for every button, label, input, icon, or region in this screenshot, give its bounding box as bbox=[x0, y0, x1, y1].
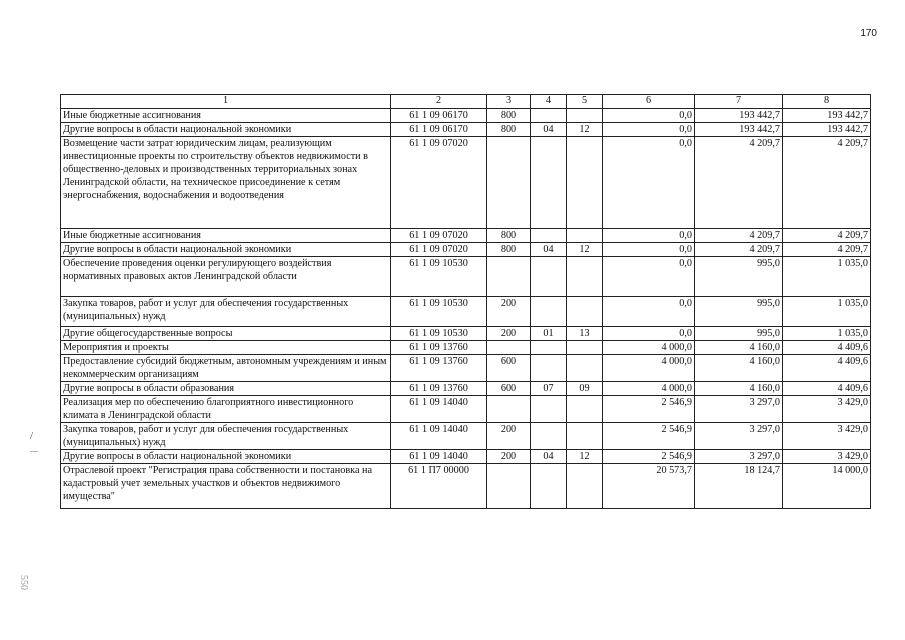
page-number: 170 bbox=[860, 28, 877, 39]
cell-subsection bbox=[567, 464, 603, 509]
cell-name: Закупка товаров, работ и услуг для обеспечения государственных (муниципальных) нужд bbox=[61, 297, 391, 327]
table-row bbox=[61, 464, 871, 509]
table-row bbox=[61, 450, 871, 464]
cell-code: 61 1 09 07020 bbox=[391, 137, 487, 229]
cell-code: 61 1 09 10530 bbox=[391, 257, 487, 297]
cell-expense-type: 600 bbox=[487, 355, 531, 382]
table-row bbox=[61, 109, 871, 123]
cell-amount-col6: 20 573,7 bbox=[603, 464, 695, 509]
cell-amount-col7: 3 297,0 bbox=[695, 450, 783, 464]
cell-expense-type: 800 bbox=[487, 123, 531, 137]
cell-section bbox=[531, 137, 567, 229]
cell-name: Другие вопросы в области национальной экономики bbox=[61, 450, 391, 464]
header-cell-4: 4 bbox=[531, 95, 567, 109]
cell-expense-type: 200 bbox=[487, 297, 531, 327]
cell-amount-col6: 0,0 bbox=[603, 257, 695, 297]
cell-amount-col6: 0,0 bbox=[603, 243, 695, 257]
cell-amount-col8: 3 429,0 bbox=[783, 423, 871, 450]
budget-table bbox=[60, 94, 871, 509]
cell-amount-col8: 4 209,7 bbox=[783, 243, 871, 257]
cell-expense-type: 800 bbox=[487, 243, 531, 257]
cell-subsection bbox=[567, 341, 603, 355]
cell-amount-col7: 995,0 bbox=[695, 257, 783, 297]
cell-amount-col6: 0,0 bbox=[603, 297, 695, 327]
table-row bbox=[61, 297, 871, 327]
cell-amount-col7: 193 442,7 bbox=[695, 123, 783, 137]
cell-amount-col7: 18 124,7 bbox=[695, 464, 783, 509]
cell-amount-col8: 4 409,6 bbox=[783, 382, 871, 396]
cell-amount-col7: 3 297,0 bbox=[695, 396, 783, 423]
cell-subsection bbox=[567, 229, 603, 243]
cell-code: 61 1 09 13760 bbox=[391, 382, 487, 396]
cell-amount-col8: 4 409,6 bbox=[783, 355, 871, 382]
cell-section bbox=[531, 464, 567, 509]
cell-name: Иные бюджетные ассигнования bbox=[61, 109, 391, 123]
cell-subsection: 12 bbox=[567, 450, 603, 464]
cell-amount-col7: 193 442,7 bbox=[695, 109, 783, 123]
cell-section: 01 bbox=[531, 327, 567, 341]
cell-section bbox=[531, 257, 567, 297]
cell-amount-col6: 0,0 bbox=[603, 229, 695, 243]
table-row bbox=[61, 243, 871, 257]
cell-amount-col7: 4 209,7 bbox=[695, 137, 783, 229]
cell-subsection bbox=[567, 257, 603, 297]
cell-code: 61 1 09 06170 bbox=[391, 123, 487, 137]
cell-name: Другие вопросы в области национальной экономики bbox=[61, 243, 391, 257]
cell-subsection bbox=[567, 137, 603, 229]
cell-amount-col6: 0,0 bbox=[603, 109, 695, 123]
cell-code: 61 1 09 13760 bbox=[391, 341, 487, 355]
cell-expense-type: 200 bbox=[487, 450, 531, 464]
cell-code: 61 1 09 14040 bbox=[391, 423, 487, 450]
cell-code: 61 1 09 14040 bbox=[391, 450, 487, 464]
cell-expense-type: 800 bbox=[487, 109, 531, 123]
cell-code: 61 1 09 14040 bbox=[391, 396, 487, 423]
cell-amount-col7: 3 297,0 bbox=[695, 423, 783, 450]
cell-code: 61 1 П7 00000 bbox=[391, 464, 487, 509]
table-row bbox=[61, 341, 871, 355]
cell-name: Другие общегосударственные вопросы bbox=[61, 327, 391, 341]
cell-section bbox=[531, 423, 567, 450]
cell-name: Предоставление субсидий бюджетным, автономным учреждениям и иным некоммерческим организациям bbox=[61, 355, 391, 382]
cell-amount-col6: 0,0 bbox=[603, 137, 695, 229]
cell-amount-col6: 2 546,9 bbox=[603, 423, 695, 450]
cell-amount-col6: 4 000,0 bbox=[603, 355, 695, 382]
cell-name: Отраслевой проект "Регистрация права собственности и постановка на кадастровый учет земельных участков и объектов недвижимого имущества" bbox=[61, 464, 391, 509]
cell-section bbox=[531, 229, 567, 243]
cell-code: 61 1 09 07020 bbox=[391, 229, 487, 243]
cell-code: 61 1 09 10530 bbox=[391, 297, 487, 327]
cell-subsection: 13 bbox=[567, 327, 603, 341]
cell-expense-type bbox=[487, 341, 531, 355]
cell-expense-type: 200 bbox=[487, 423, 531, 450]
cell-name: Другие вопросы в области образования bbox=[61, 382, 391, 396]
table-row bbox=[61, 396, 871, 423]
cell-amount-col8: 193 442,7 bbox=[783, 123, 871, 137]
table-row bbox=[61, 229, 871, 243]
cell-subsection bbox=[567, 355, 603, 382]
table-header-row bbox=[61, 95, 871, 109]
cell-section bbox=[531, 396, 567, 423]
cell-amount-col7: 4 160,0 bbox=[695, 355, 783, 382]
cell-amount-col7: 4 209,7 bbox=[695, 229, 783, 243]
cell-amount-col6: 2 546,9 bbox=[603, 450, 695, 464]
cell-name: Закупка товаров, работ и услуг для обеспечения государственных (муниципальных) нужд bbox=[61, 423, 391, 450]
cell-section: 07 bbox=[531, 382, 567, 396]
margin-dash-mark: — bbox=[30, 446, 38, 455]
cell-subsection: 09 bbox=[567, 382, 603, 396]
table-row bbox=[61, 423, 871, 450]
margin-stamp: 550 bbox=[18, 575, 29, 590]
cell-amount-col6: 4 000,0 bbox=[603, 341, 695, 355]
cell-subsection: 12 bbox=[567, 243, 603, 257]
cell-subsection bbox=[567, 396, 603, 423]
cell-amount-col6: 2 546,9 bbox=[603, 396, 695, 423]
cell-amount-col7: 4 160,0 bbox=[695, 382, 783, 396]
cell-name: Обеспечение проведения оценки регулирующего воздействия нормативных правовых актов Ленинградской области bbox=[61, 257, 391, 297]
cell-amount-col8: 4 209,7 bbox=[783, 229, 871, 243]
cell-amount-col8: 1 035,0 bbox=[783, 297, 871, 327]
table-row bbox=[61, 123, 871, 137]
cell-subsection bbox=[567, 423, 603, 450]
cell-amount-col8: 4 209,7 bbox=[783, 137, 871, 229]
table-row bbox=[61, 137, 871, 229]
table-row bbox=[61, 355, 871, 382]
cell-amount-col7: 4 209,7 bbox=[695, 243, 783, 257]
cell-section bbox=[531, 109, 567, 123]
cell-subsection: 12 bbox=[567, 123, 603, 137]
header-cell-2: 2 bbox=[391, 95, 487, 109]
cell-name: Мероприятия и проекты bbox=[61, 341, 391, 355]
header-cell-6: 6 bbox=[603, 95, 695, 109]
cell-name: Возмещение части затрат юридическим лицам, реализующим инвестиционные проекты по строительству объектов недвижимости в общественно-деловых и производственных территориальных зонах Ленинградской области, на техническое присоединение к сетям энергоснабжения, водоснабжения и водоотведения bbox=[61, 137, 391, 229]
cell-name: Реализация мер по обеспечению благоприятного инвестиционного климата в Ленинградской области bbox=[61, 396, 391, 423]
cell-expense-type bbox=[487, 257, 531, 297]
cell-name: Иные бюджетные ассигнования bbox=[61, 229, 391, 243]
table-row bbox=[61, 382, 871, 396]
cell-section bbox=[531, 297, 567, 327]
cell-expense-type: 200 bbox=[487, 327, 531, 341]
cell-amount-col7: 995,0 bbox=[695, 297, 783, 327]
table-row bbox=[61, 257, 871, 297]
cell-subsection bbox=[567, 297, 603, 327]
margin-tick-mark: / bbox=[30, 430, 34, 442]
header-cell-1: 1 bbox=[61, 95, 391, 109]
cell-amount-col8: 1 035,0 bbox=[783, 327, 871, 341]
cell-code: 61 1 09 07020 bbox=[391, 243, 487, 257]
cell-expense-type bbox=[487, 396, 531, 423]
table-row bbox=[61, 327, 871, 341]
cell-section bbox=[531, 355, 567, 382]
cell-amount-col8: 3 429,0 bbox=[783, 450, 871, 464]
cell-expense-type bbox=[487, 137, 531, 229]
cell-section bbox=[531, 341, 567, 355]
cell-amount-col7: 4 160,0 bbox=[695, 341, 783, 355]
header-cell-8: 8 bbox=[783, 95, 871, 109]
cell-amount-col8: 3 429,0 bbox=[783, 396, 871, 423]
cell-amount-col8: 14 000,0 bbox=[783, 464, 871, 509]
cell-section: 04 bbox=[531, 450, 567, 464]
cell-section: 04 bbox=[531, 123, 567, 137]
cell-amount-col6: 4 000,0 bbox=[603, 382, 695, 396]
cell-amount-col6: 0,0 bbox=[603, 327, 695, 341]
cell-code: 61 1 09 10530 bbox=[391, 327, 487, 341]
cell-expense-type bbox=[487, 464, 531, 509]
cell-amount-col8: 193 442,7 bbox=[783, 109, 871, 123]
cell-expense-type: 600 bbox=[487, 382, 531, 396]
cell-section: 04 bbox=[531, 243, 567, 257]
cell-amount-col8: 4 409,6 bbox=[783, 341, 871, 355]
header-cell-3: 3 bbox=[487, 95, 531, 109]
cell-code: 61 1 09 06170 bbox=[391, 109, 487, 123]
budget-table-body bbox=[61, 95, 871, 509]
cell-name: Другие вопросы в области национальной экономики bbox=[61, 123, 391, 137]
cell-amount-col8: 1 035,0 bbox=[783, 257, 871, 297]
header-cell-5: 5 bbox=[567, 95, 603, 109]
cell-code: 61 1 09 13760 bbox=[391, 355, 487, 382]
cell-subsection bbox=[567, 109, 603, 123]
cell-amount-col7: 995,0 bbox=[695, 327, 783, 341]
header-cell-7: 7 bbox=[695, 95, 783, 109]
cell-expense-type: 800 bbox=[487, 229, 531, 243]
cell-amount-col6: 0,0 bbox=[603, 123, 695, 137]
